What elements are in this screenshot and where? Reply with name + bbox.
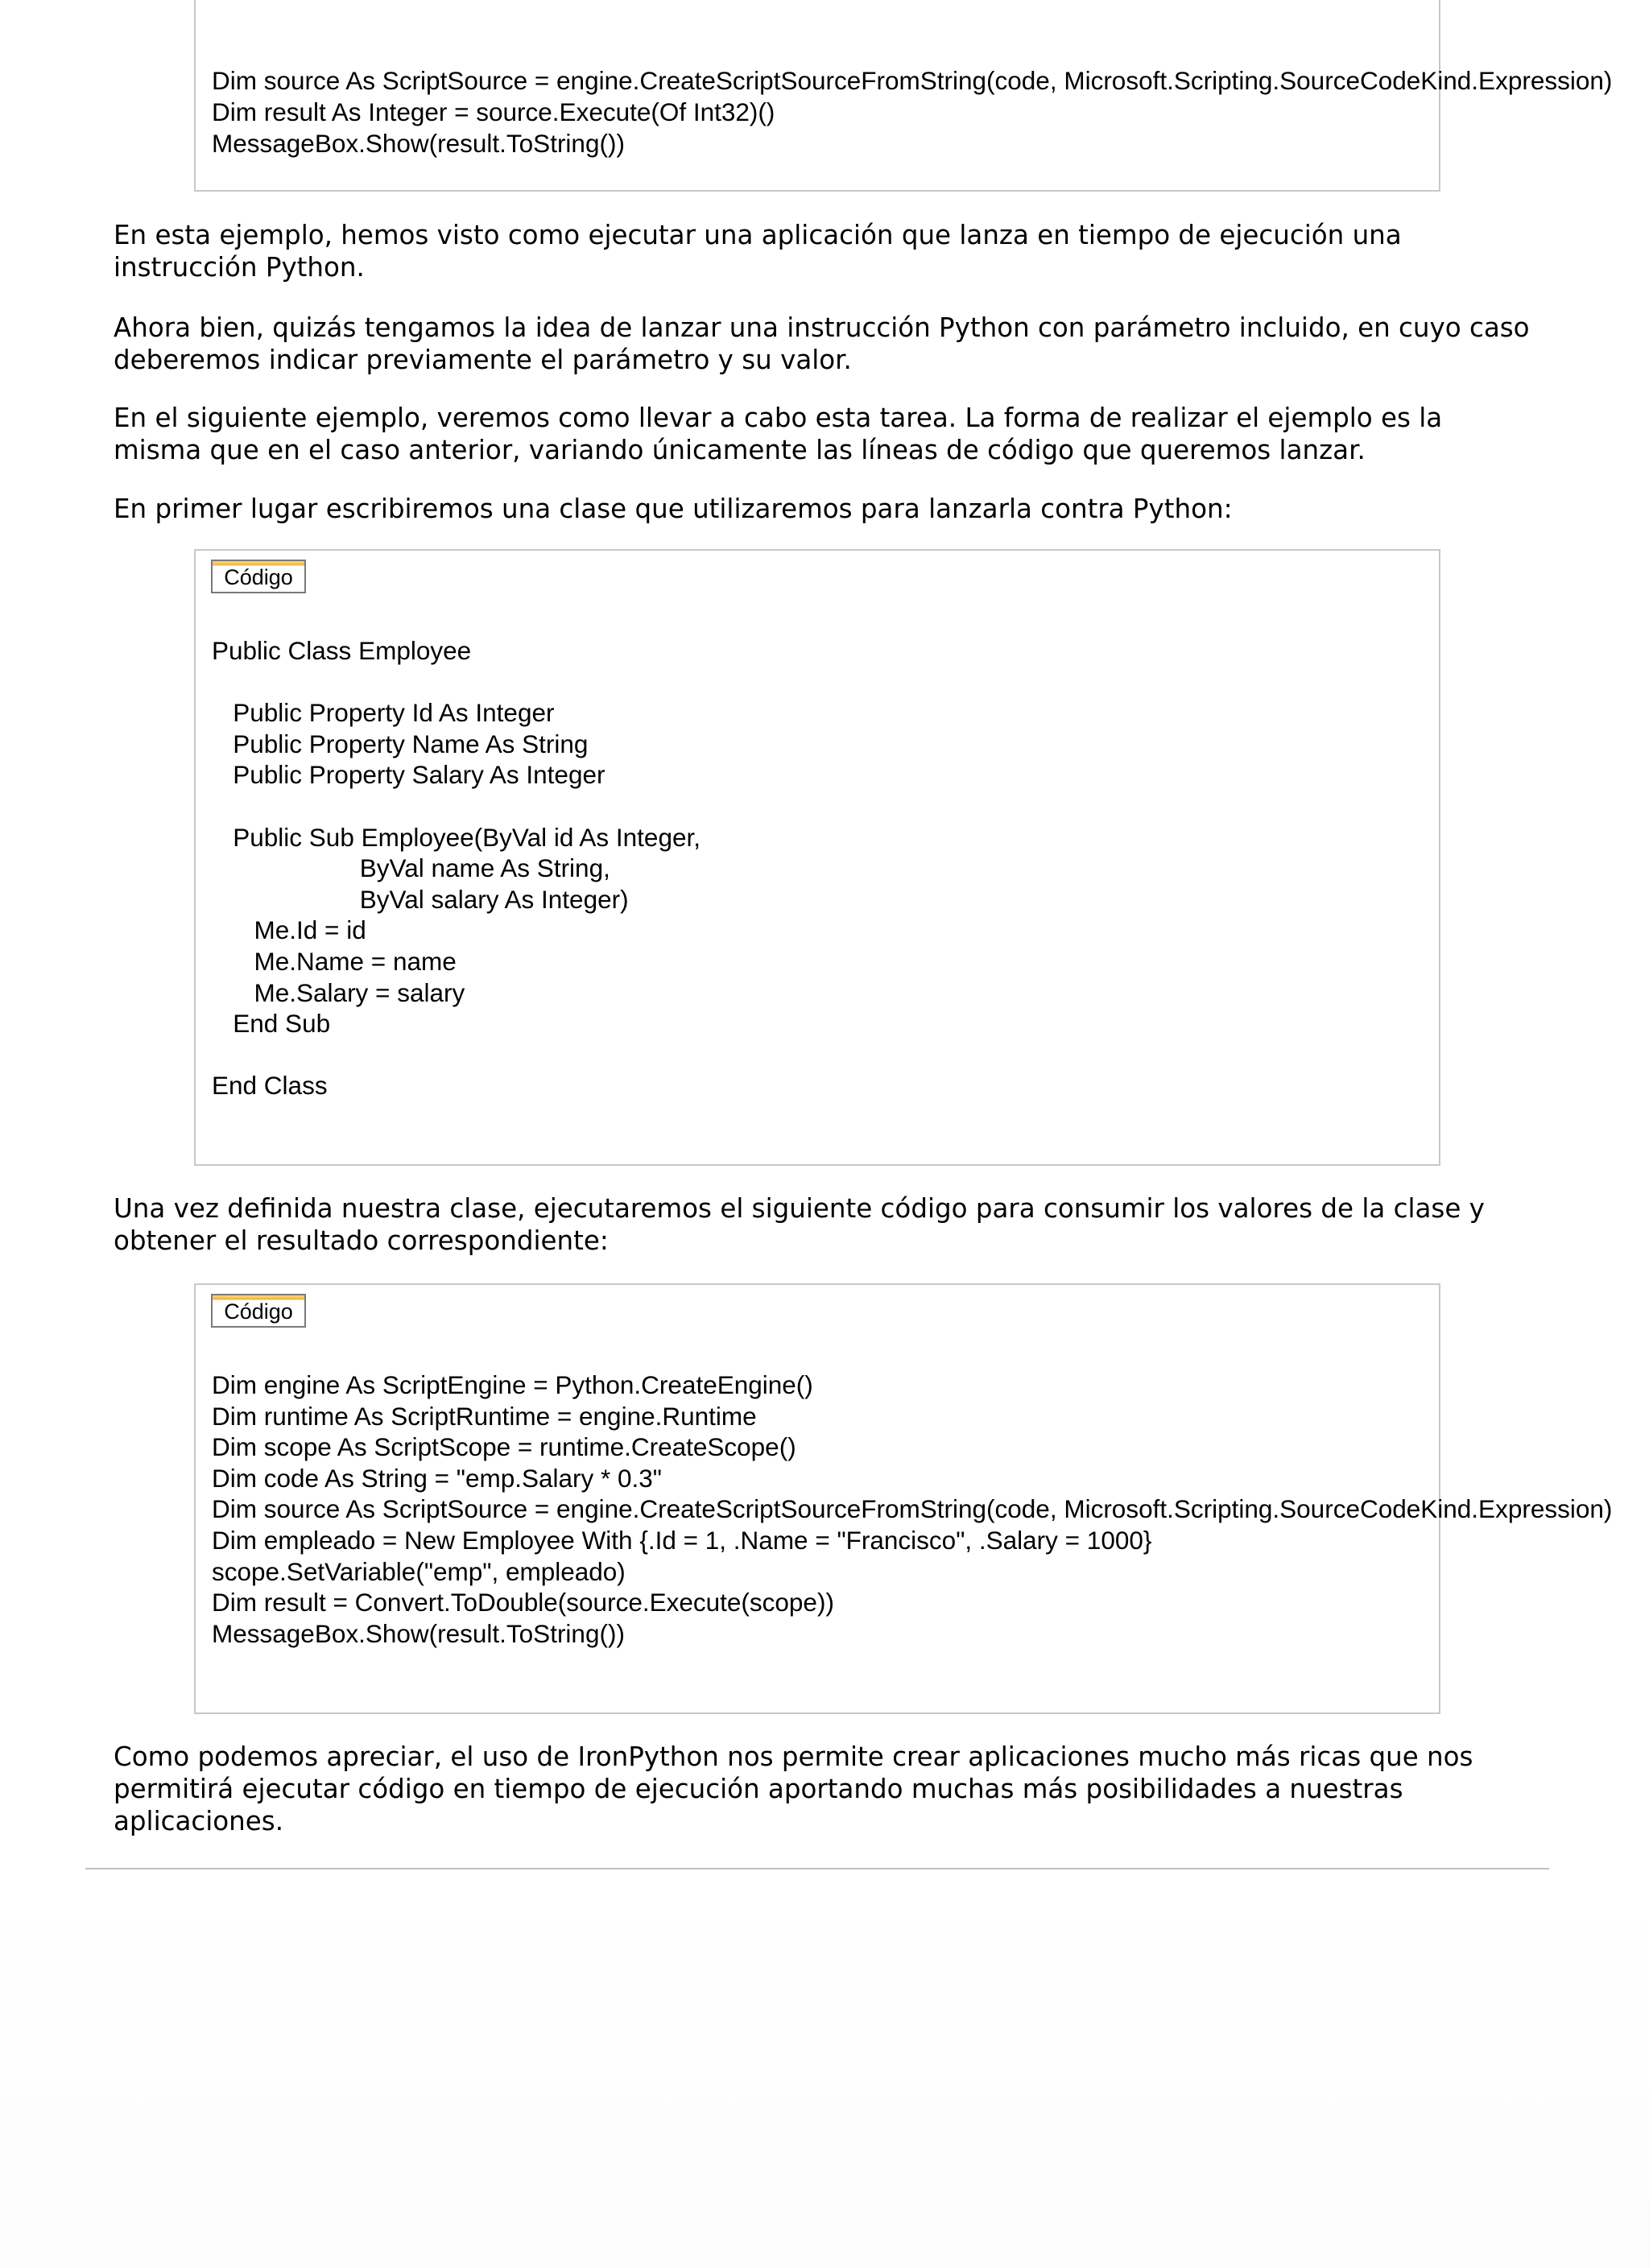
page-background [0, 1884, 1649, 2268]
code-line: Public Class Employee [212, 636, 472, 665]
code-line: Public Property Salary As Integer [212, 760, 605, 789]
code-block-engine-usage [194, 1283, 1613, 1714]
code-line: End Class [212, 1071, 328, 1100]
code-line: Dim runtime As ScriptRuntime = engine.Runtime [212, 1402, 757, 1431]
code-line: Public Sub Employee(ByVal id As Integer, [212, 823, 701, 852]
code-line: Public Property Id As Integer [212, 698, 555, 727]
code-line: ByVal salary As Integer) [212, 885, 629, 914]
code-line: Me.Salary = salary [212, 978, 465, 1007]
code-line: Dim result As Integer = source.Execute(Of Int32)() [212, 97, 775, 126]
horizontal-divider [85, 1868, 1549, 1869]
code-copy-button[interactable]: Código [211, 1294, 306, 1328]
code-line: Dim code As String = "emp.Salary * 0.3" [212, 1464, 662, 1493]
code-line: Dim source As ScriptSource = engine.CreateScriptSourceFromString(code, Microsoft.Scripting.SourceCodeKind.Expression) [212, 1494, 1613, 1523]
code-line: Public Property Name As String [212, 729, 589, 758]
code-line: Me.Id = id [212, 915, 366, 944]
paragraph: Una vez definida nuestra clase, ejecutaremos el siguiente código para consumir los valores de la clase y obtener el resultado correspondiente: [114, 1193, 1485, 1256]
paragraph: En primer lugar escribiremos una clase que utilizaremos para lanzarla contra Python: [114, 494, 1233, 524]
code-line: End Sub [212, 1009, 331, 1038]
code-copy-button[interactable]: Código [211, 560, 306, 593]
code-line: Me.Name = name [212, 947, 457, 976]
code-line: Dim empleado = New Employee With {.Id = 1, .Name = "Francisco", .Salary = 1000} [212, 1526, 1152, 1555]
code-line: Dim scope As ScriptScope = runtime.CreateScope() [212, 1432, 796, 1461]
code-line: ByVal name As String, [212, 853, 610, 882]
paragraph: Ahora bien, quizás tengamos la idea de lanzar una instrucción Python con parámetro incluido, en cuyo caso deberemos indicar previamente el parámetro y su valor. [114, 312, 1530, 375]
code-line: Dim engine As ScriptEngine = Python.CreateEngine() [212, 1370, 813, 1399]
paragraph: En esta ejemplo, hemos visto como ejecutar una aplicación que lanza en tiempo de ejecución una instrucción Python. [114, 220, 1402, 283]
code-line: MessageBox.Show(result.ToString()) [212, 1619, 625, 1648]
paragraph: En el siguiente ejemplo, veremos como llevar a cabo esta tarea. La forma de realizar el ejemplo es la misma que en el caso anterior, variando únicamente las líneas de código que queremos lanzar. [114, 403, 1443, 465]
code-line: MessageBox.Show(result.ToString()) [212, 129, 625, 158]
code-block-employee-class [194, 549, 1440, 1166]
code-line: Dim source As ScriptSource = engine.CreateScriptSourceFromString(code, Microsoft.Scripting.SourceCodeKind.Expression) [212, 66, 1613, 95]
code-line: Dim result = Convert.ToDouble(source.Execute(scope)) [212, 1588, 834, 1617]
paragraph: Como podemos apreciar, el uso de IronPython nos permite crear aplicaciones mucho más ricas que nos permitirá ejecutar código en tiempo de ejecución aportando muchas más posibilidades a nuestras aplicaciones. [114, 1741, 1473, 1836]
code-block-continued [194, 0, 1613, 192]
code-line: scope.SetVariable("emp", empleado) [212, 1557, 626, 1586]
